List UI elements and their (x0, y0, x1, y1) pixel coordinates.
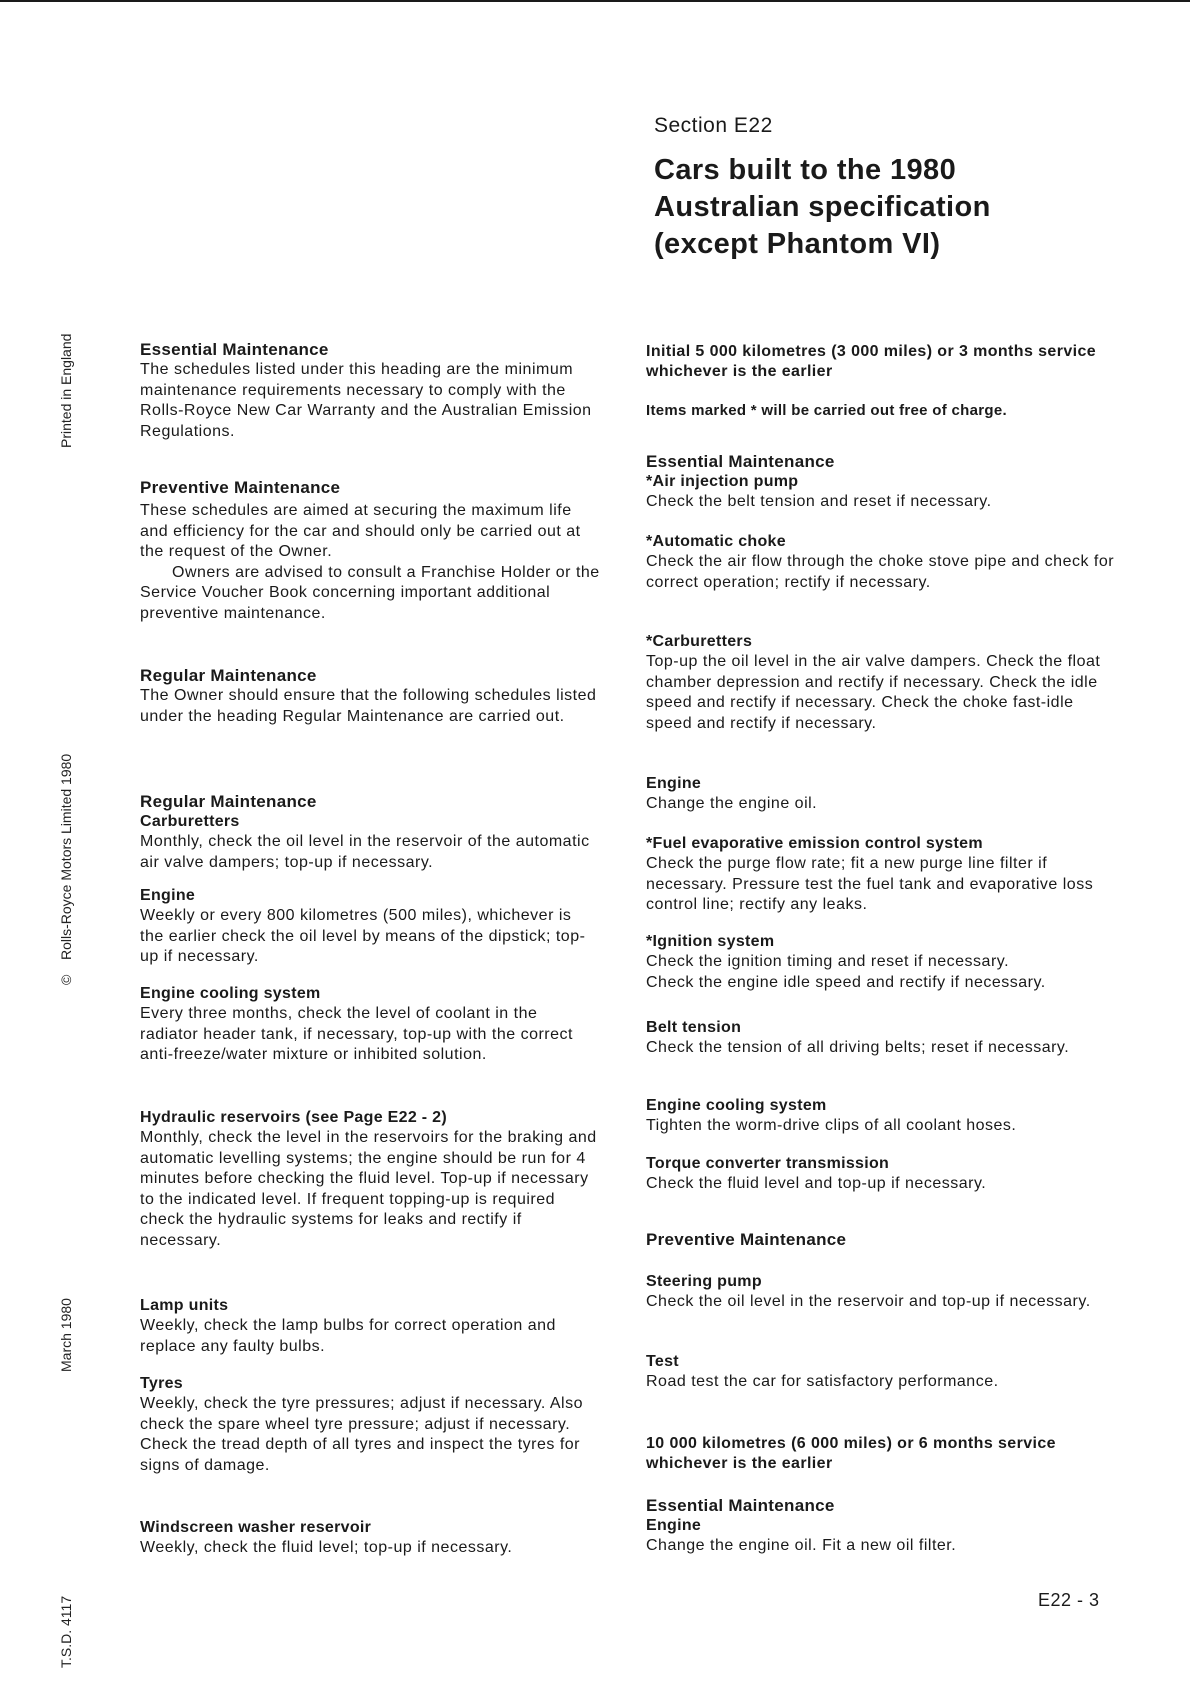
subheading: Engine cooling system (140, 985, 321, 1002)
paragraph: Check the belt tension and reset if necessary. (646, 493, 992, 510)
tsd-number: T.S.D. 4117 (58, 1595, 74, 1668)
subheading: *Automatic choke (646, 533, 786, 550)
subheading: Belt tension (646, 1019, 742, 1036)
section-heading: Regular Maintenance (140, 792, 317, 811)
belt-tension-block (646, 1018, 1116, 1059)
section-heading: Preventive Maintenance (140, 478, 341, 497)
subheading: *Air injection pump (646, 473, 799, 490)
paragraph: Road test the car for satisfactory performance. (646, 1373, 999, 1390)
top-rule (0, 0, 1190, 2)
fuel-evaporative-block (646, 834, 1116, 916)
paragraph: Weekly, check the lamp bulbs for correct operation and replace any faulty bulbs. (140, 1317, 556, 1355)
section-heading: Essential Maintenance (646, 452, 835, 471)
engine-block (140, 886, 600, 968)
hydraulic-block (140, 1108, 600, 1251)
regular-maintenance-block (140, 666, 600, 727)
torque-converter-block (646, 1154, 1116, 1195)
preventive-maintenance-block (140, 478, 600, 624)
free-items-note-block (646, 402, 1116, 419)
paragraph: Check the engine idle speed and rectify if necessary. (646, 973, 1046, 991)
washer-block (140, 1518, 600, 1559)
paragraph: Weekly or every 800 kilometres (500 miles), whichever is the earlier check the oil level by means of the dipstick; top-up if necessary. (140, 907, 586, 965)
subheading: Engine cooling system (646, 1097, 827, 1114)
printed-in-note: Printed in England (58, 333, 74, 448)
cooling-block (646, 1096, 1116, 1137)
paragraph: Top-up the oil level in the air valve dampers. Check the float chamber depression and rectify if necessary. Check the idle speed and rectify if necessary. Check the choke fast-idle speed and rectify if necessary. (646, 653, 1101, 732)
regular-carburetters-block (140, 792, 600, 873)
paragraph: Check the ignition timing and reset if necessary. (646, 953, 1010, 970)
carburetters-block (646, 632, 1116, 734)
initial-service-heading-block (646, 342, 1116, 382)
section-heading: Essential Maintenance (140, 340, 329, 359)
subheading: Engine (140, 887, 196, 904)
subheading: Windscreen washer reservoir (140, 1519, 372, 1536)
service-interval-heading: 10 000 kilometres (6 000 miles) or 6 months service whichever is the earlier (646, 1435, 1056, 1472)
paragraph: Change the engine oil. Fit a new oil filter. (646, 1537, 957, 1554)
paragraph: Check the air flow through the choke stove pipe and check for correct operation; rectify if necessary. (646, 553, 1115, 591)
copyright-symbol: © (58, 974, 74, 985)
margin-notes (58, 0, 98, 1683)
air-injection-block (646, 452, 1116, 513)
subheading: *Fuel evaporative emission control system (646, 835, 983, 852)
subheading: Hydraulic reservoirs (see Page E22 - 2) (140, 1109, 447, 1126)
preventive-heading-block (646, 1230, 1116, 1250)
paragraph: Check the purge flow rate; fit a new purge line filter if necessary. Pressure test the fuel tank and evaporative loss control line; rectify any leaks. (646, 855, 1094, 913)
paragraph: Change the engine oil. (646, 795, 818, 812)
paragraph: Check the tension of all driving belts; reset if necessary. (646, 1039, 1070, 1056)
cooling-block (140, 984, 600, 1066)
essential-maintenance-block (140, 340, 600, 442)
section-heading: Essential Maintenance (646, 1496, 835, 1515)
copyright-note: Rolls-Royce Motors Limited 1980 (58, 753, 74, 960)
paragraph: The Owner should ensure that the following schedules listed under the heading Regular Maintenance are carried out. (140, 687, 597, 725)
paragraph: Monthly, check the level in the reservoirs for the braking and automatic levelling systems; the engine should be run for 4 minutes before checking the fluid level. Top-up if necessary to the indicated level. If frequent topping-up is required check the hydraulic systems for leaks and rectify if necessary. (140, 1129, 597, 1249)
paragraph: Every three months, check the level of coolant in the radiator header tank, if necessary, top-up with the correct anti-freeze/water mixture or inhibited solution. (140, 1005, 573, 1063)
essential-engine-block (646, 1496, 1116, 1557)
choke-block (646, 532, 1116, 593)
paragraph: The schedules listed under this heading are the minimum maintenance requirements necessary to comply with the Rolls-Royce New Car Warranty and the Australian Emission Regulations. (140, 361, 592, 440)
subheading: Engine (646, 775, 702, 792)
subheading: *Carburetters (646, 633, 753, 650)
page-number: E22 - 3 (1038, 1590, 1100, 1610)
subheading: Tyres (140, 1375, 184, 1392)
paragraph: Weekly, check the fluid level; top-up if necessary. (140, 1539, 513, 1556)
free-items-note: Items marked * will be carried out free of charge. (646, 402, 1007, 419)
test-block (646, 1352, 1116, 1393)
lamp-block (140, 1296, 600, 1357)
subheading: Test (646, 1353, 679, 1370)
subheading: Torque converter transmission (646, 1155, 890, 1172)
engine-block (646, 774, 1116, 815)
tenk-service-heading-block (646, 1434, 1116, 1474)
subheading: Lamp units (140, 1297, 229, 1314)
steering-pump-block (646, 1272, 1116, 1313)
page-title (654, 152, 1124, 263)
paragraph: Monthly, check the oil level in the reservoir of the automatic air valve dampers; top-up if necessary. (140, 833, 590, 871)
tyres-block (140, 1374, 600, 1476)
subheading: Carburetters (140, 813, 240, 830)
title-line: Cars built to the 1980 (654, 154, 957, 186)
paragraph: Tighten the worm-drive clips of all coolant hoses. (646, 1117, 1017, 1134)
title-line: (except Phantom VI) (654, 228, 941, 260)
subheading: *Ignition system (646, 933, 775, 950)
section-heading: Regular Maintenance (140, 666, 317, 685)
section-label: Section E22 (654, 114, 773, 137)
service-interval-heading: Initial 5 000 kilometres (3 000 miles) or 3 months service whichever is the earlier (646, 343, 1097, 380)
paragraph: Weekly, check the tyre pressures; adjust if necessary. Also check the spare wheel tyre pressure; adjust if necessary. Check the tread depth of all tyres and inspect the tyres for signs of damage. (140, 1395, 584, 1474)
paragraph: These schedules are aimed at securing the maximum life and efficiency for the car and should only be carried out at the request of the Owner. (140, 502, 581, 560)
issue-date: March 1980 (58, 1298, 74, 1372)
paragraph: Owners are advised to consult a Franchise Holder or the Service Voucher Book concerning important additional preventive maintenance. (140, 563, 600, 622)
subheading: Engine (646, 1517, 702, 1534)
title-line: Australian specification (654, 191, 991, 223)
ignition-block (646, 932, 1116, 993)
paragraph: Check the oil level in the reservoir and top-up if necessary. (646, 1293, 1091, 1310)
section-heading: Preventive Maintenance (646, 1230, 847, 1249)
subheading: Steering pump (646, 1273, 762, 1290)
paragraph: Check the fluid level and top-up if necessary. (646, 1175, 987, 1192)
